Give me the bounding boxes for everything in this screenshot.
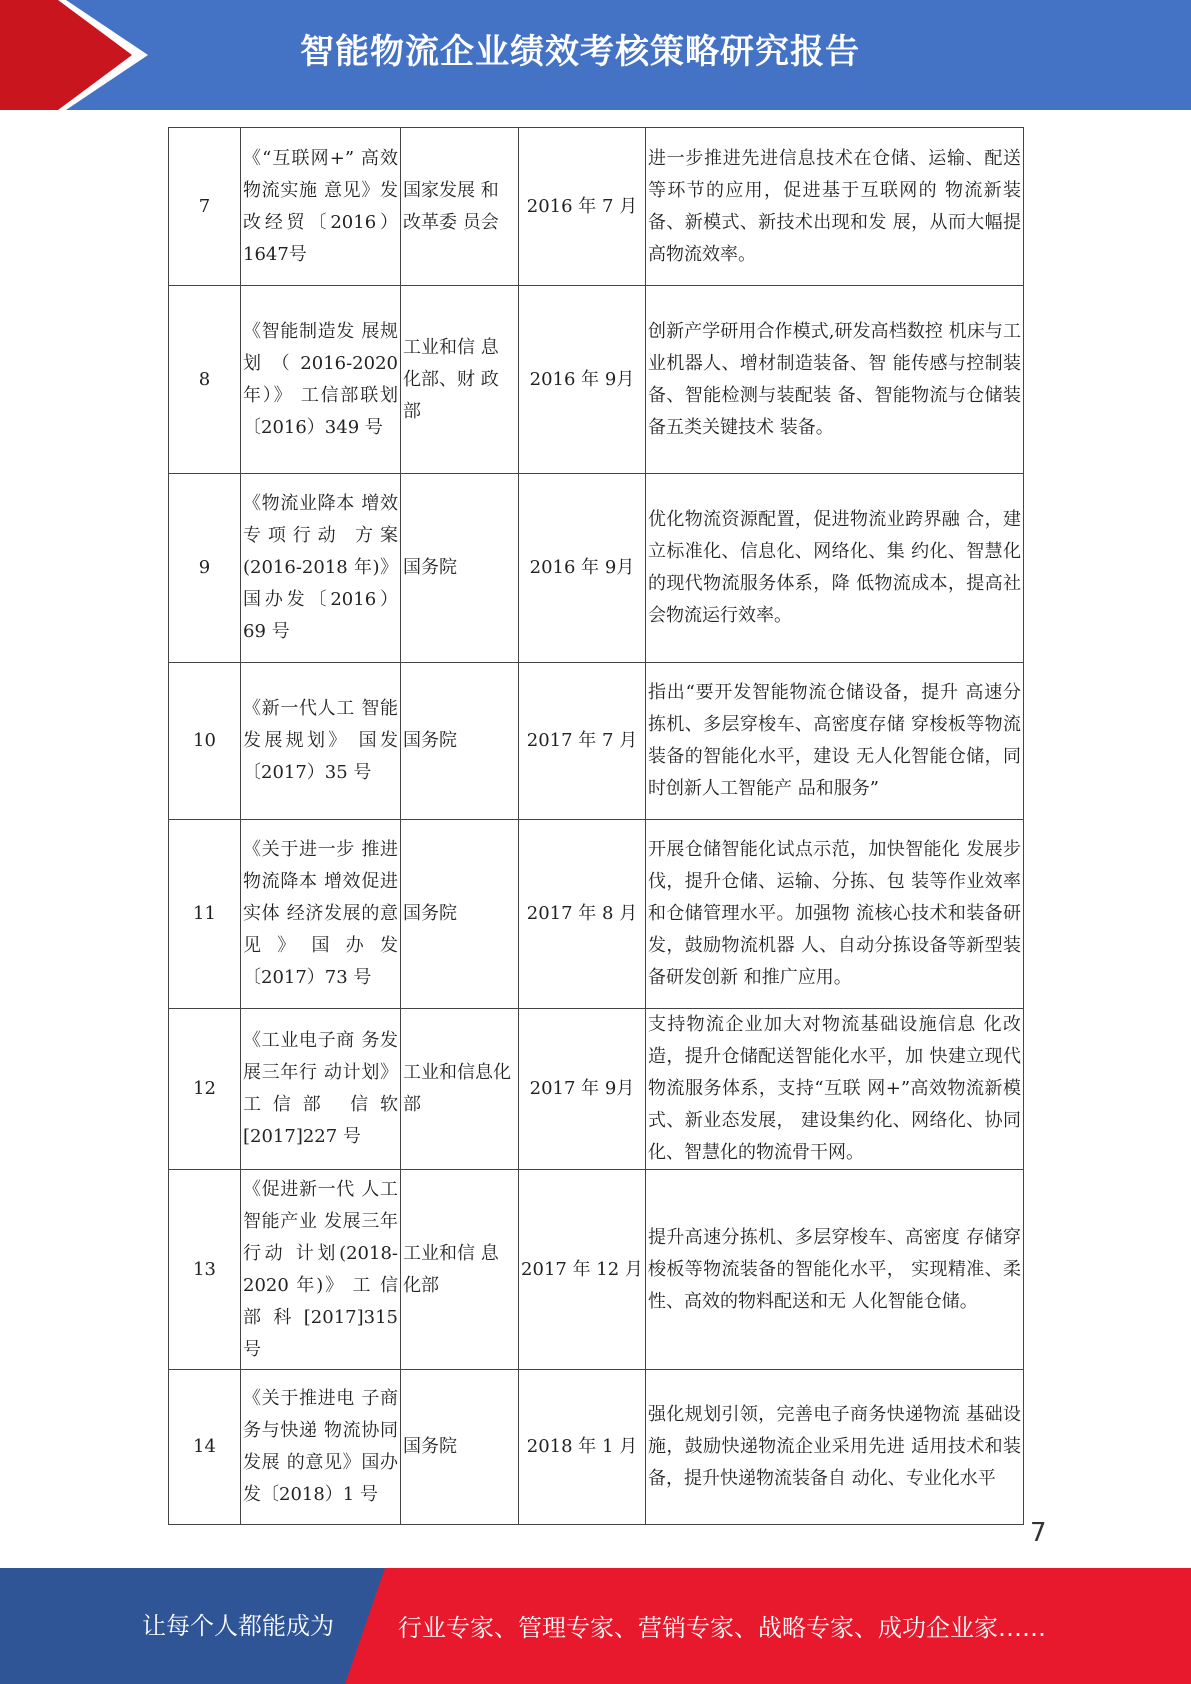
table-row <box>169 474 1024 663</box>
issuing-body: 工业和信息化部 <box>401 1009 519 1170</box>
report-title: 智能物流企业绩效考核策略研究报告 <box>300 32 860 72</box>
issue-date: 2017 年 12 月 <box>519 1170 646 1370</box>
policy-title: 《“互联网+” 高效物流实施 意见》发改经贸〔2016）1647号 <box>241 128 401 286</box>
issue-date: 2018 年 1 月 <box>519 1370 646 1525</box>
row-number: 7 <box>169 128 241 286</box>
row-number: 10 <box>169 663 241 820</box>
table-row <box>169 820 1024 1009</box>
row-number: 14 <box>169 1370 241 1525</box>
policy-content: 指出“要开发智能物流仓储设备，提升 高速分拣机、多层穿梭车、高密度存储 穿梭板等物流装备的智能化水平，建设 无人化智能仓储，同时创新人工智能产 品和服务” <box>646 663 1024 820</box>
policy-title: 《新一代人工 智能发展规划》 国发〔2017）35 号 <box>241 663 401 820</box>
policy-content: 开展仓储智能化试点示范，加快智能化 发展步伐，提升仓储、运输、分拣、包 装等作业效率和仓储管理水平。加强物 流核心技术和装备研发，鼓励物流机器 人、自动分拣设备等新型装备研发创新 和推广应用。 <box>646 820 1024 1009</box>
policy-content: 强化规划引领，完善电子商务快递物流 基础设施，鼓励快递物流企业采用先进 适用技术和装备，提升快递物流装备自 动化、专业化水平 <box>646 1370 1024 1525</box>
issuing-body: 国家发展 和改革委 员会 <box>401 128 519 286</box>
header-chevron-icon <box>0 0 160 110</box>
policy-title: 《促进新一代 人工智能产业 发展三年行动 计划(2018-2020 年)》 工 信 部 科 [2017]315 号 <box>241 1170 401 1370</box>
issue-date: 2016 年 9月 <box>519 286 646 474</box>
page-number: 7 <box>1030 1518 1047 1548</box>
policy-title: 《智能制造发 展规 划 （ 2016-2020 年）》 工信部联划〔2016）349 号 <box>241 286 401 474</box>
issue-date: 2017 年 8 月 <box>519 820 646 1009</box>
table-row <box>169 286 1024 474</box>
page-footer <box>0 1568 1191 1684</box>
issuing-body: 工业和信 息化部 <box>401 1170 519 1370</box>
policy-title: 《物流业降本 增效专项行动 方案(2016-2018 年)》国办发〔2016）69 号 <box>241 474 401 663</box>
policy-content: 进一步推进先进信息技术在仓储、运输、配送等环节的应用，促进基于互联网的 物流新装备、新模式、新技术出现和发 展，从而大幅提高物流效率。 <box>646 128 1024 286</box>
issue-date: 2017 年 7 月 <box>519 663 646 820</box>
row-number: 8 <box>169 286 241 474</box>
policy-title: 《关于推进电 子商务与快递 物流协同发展 的意见》国办发〔2018）1 号 <box>241 1370 401 1525</box>
footer-slogan-left: 让每个人都能成为 <box>142 1612 334 1640</box>
table-row <box>169 1009 1024 1170</box>
footer-slogan-right: 行业专家、管理专家、营销专家、战略专家、成功企业家…… <box>398 1614 1046 1642</box>
row-number: 11 <box>169 820 241 1009</box>
policy-title: 《关于进一步 推进物流降本 增效促进实体 经济发展的意 见》国办发〔2017）73 号 <box>241 820 401 1009</box>
row-number: 13 <box>169 1170 241 1370</box>
policy-content: 优化物流资源配置，促进物流业跨界融 合，建立标准化、信息化、网络化、集 约化、智慧化的现代物流服务体系，降 低物流成本，提高社会物流运行效率。 <box>646 474 1024 663</box>
policy-content: 支持物流企业加大对物流基础设施信息 化改造，提升仓储配送智能化水平，加 快建立现代物流服务体系，支持“互联 网+”高效物流新模式、新业态发展， 建设集约化、网络化、协同化、智慧化的物流骨干网。 <box>646 1009 1024 1170</box>
page-header <box>0 0 1191 110</box>
table-row <box>169 128 1024 286</box>
table-row <box>169 663 1024 820</box>
issuing-body: 国务院 <box>401 820 519 1009</box>
issuing-body: 国务院 <box>401 663 519 820</box>
policy-content: 提升高速分拣机、多层穿梭车、高密度 存储穿梭板等物流装备的智能化水平， 实现精准、柔性、高效的物料配送和无 人化智能仓储。 <box>646 1170 1024 1370</box>
policy-title: 《工业电子商 务发展三年行 动计划》工信部 信软[2017]227 号 <box>241 1009 401 1170</box>
row-number: 12 <box>169 1009 241 1170</box>
row-number: 9 <box>169 474 241 663</box>
policy-table <box>168 127 1024 1525</box>
issuing-body: 工业和信 息化部、财 政部 <box>401 286 519 474</box>
issue-date: 2017 年 9月 <box>519 1009 646 1170</box>
issuing-body: 国务院 <box>401 474 519 663</box>
policy-content: 创新产学研用合作模式,研发高档数控 机床与工业机器人、增材制造装备、智 能传感与控制装备、智能检测与装配装 备、智能物流与仓储装备五类关键技术 装备。 <box>646 286 1024 474</box>
table-row <box>169 1370 1024 1525</box>
issue-date: 2016 年 7 月 <box>519 128 646 286</box>
table-row <box>169 1170 1024 1370</box>
issue-date: 2016 年 9月 <box>519 474 646 663</box>
issuing-body: 国务院 <box>401 1370 519 1525</box>
